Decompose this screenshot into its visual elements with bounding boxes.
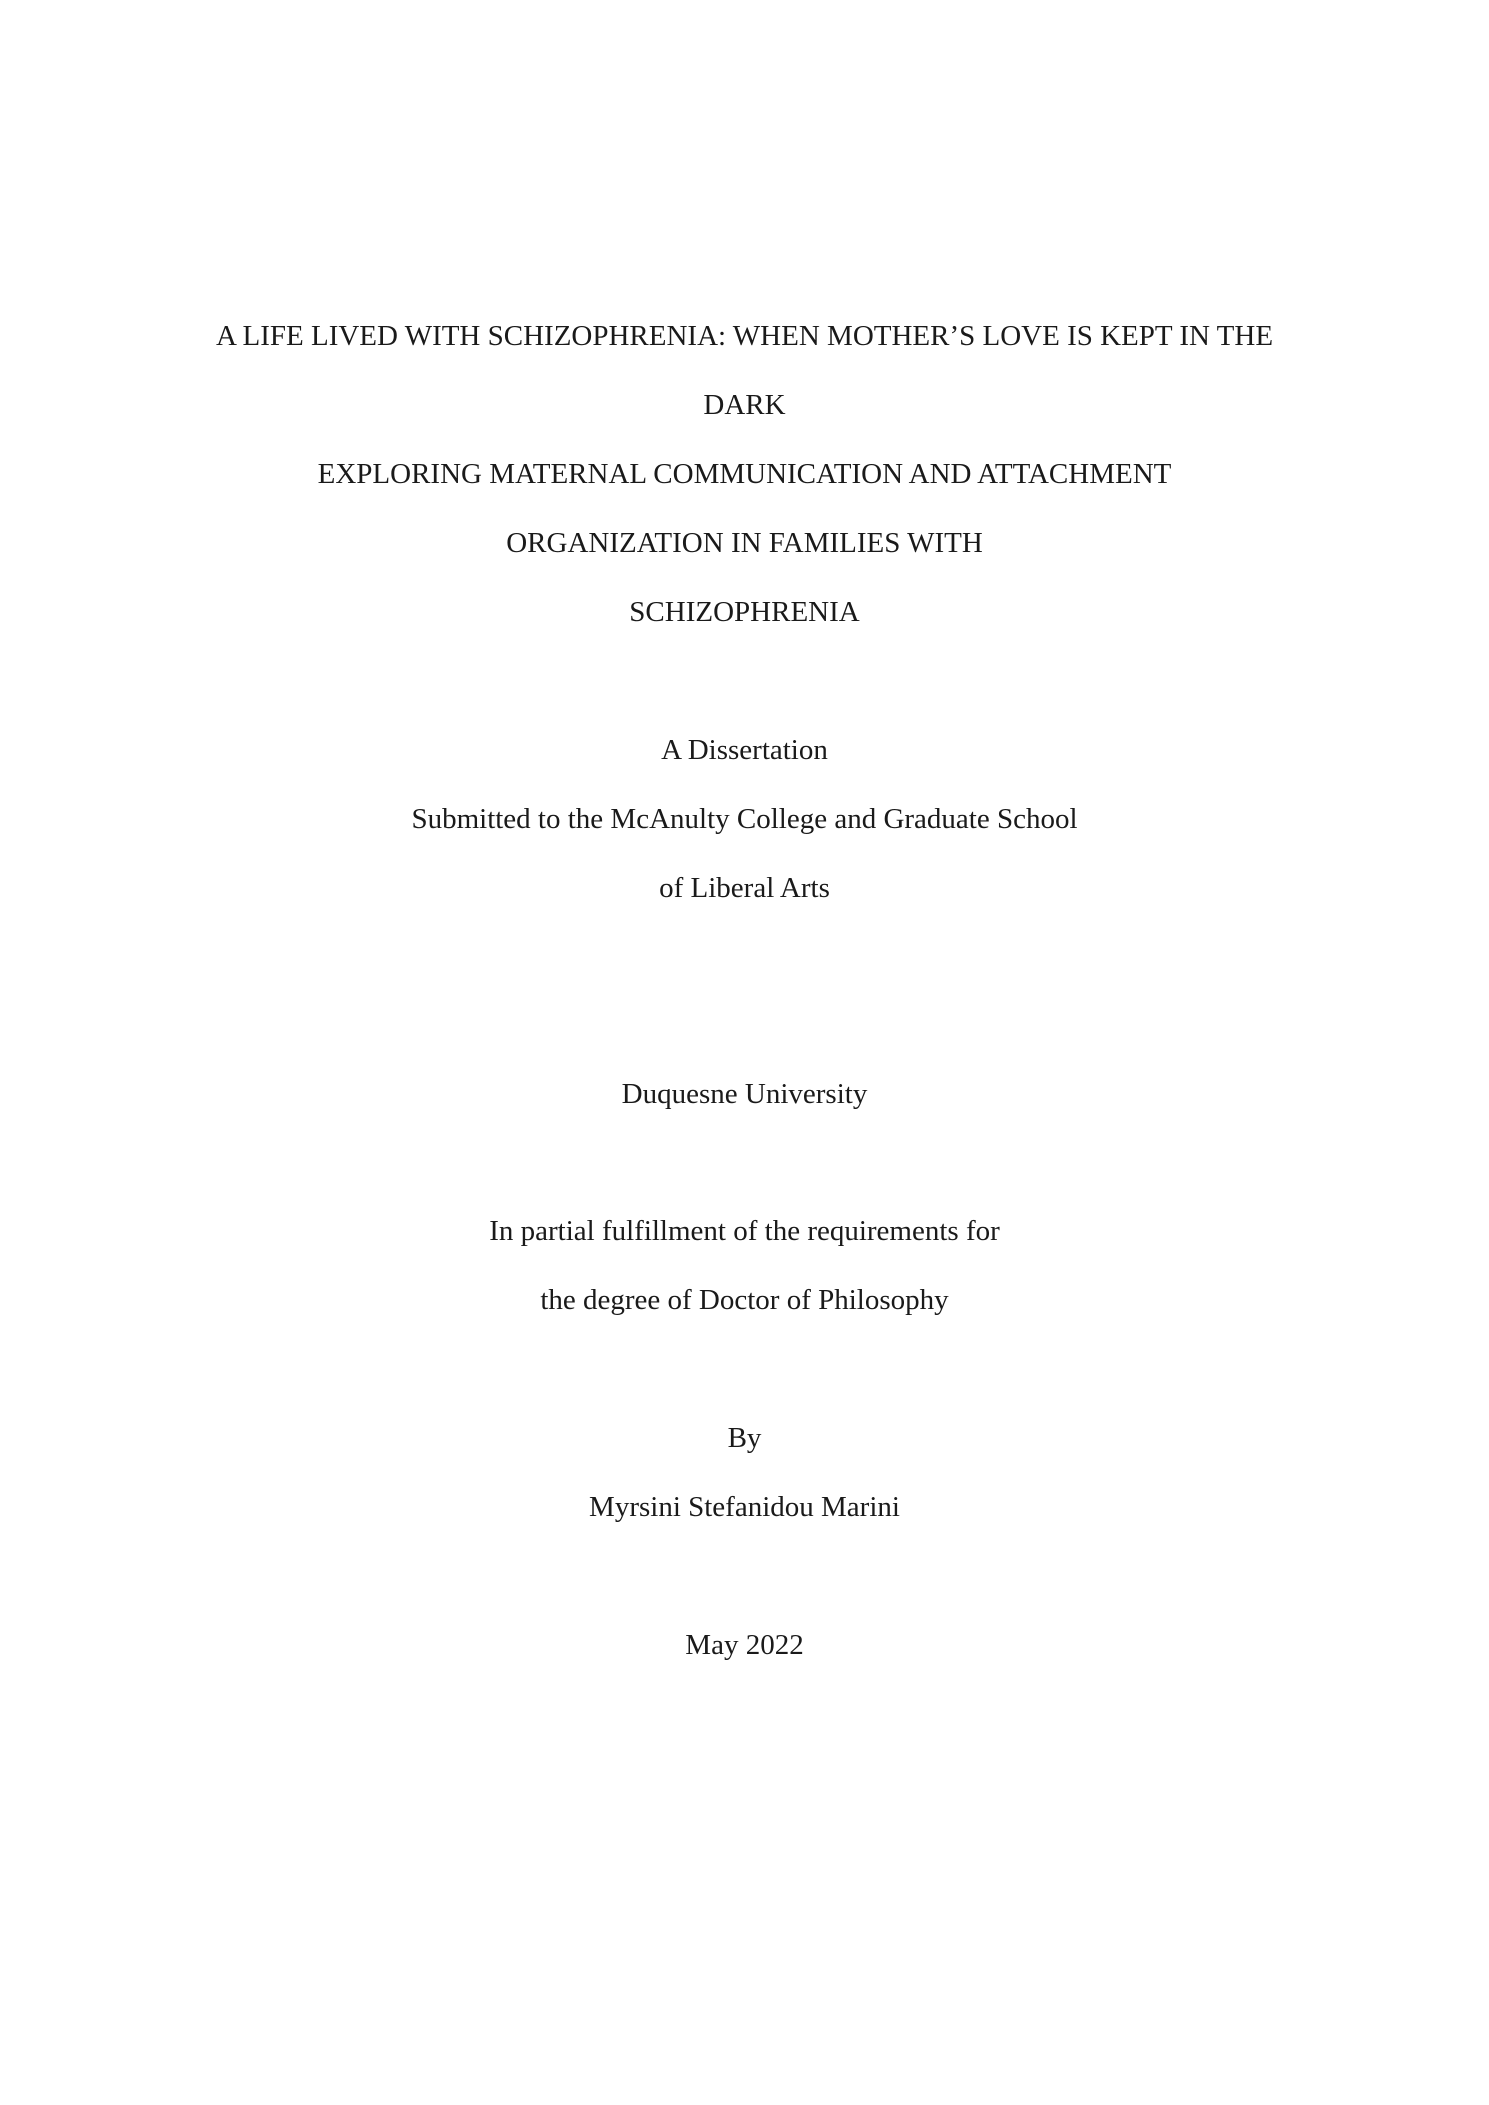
document-type: A Dissertation [661,734,828,766]
subtitle-line-1: EXPLORING MATERNAL COMMUNICATION AND ATTACHMENT [317,458,1172,490]
subtitle-line-2: ORGANIZATION IN FAMILIES WITH [506,527,983,559]
subtitle-line-3: SCHIZOPHRENIA [629,596,860,628]
fulfillment-line-1: In partial fulfillment of the requirements for [489,1215,1000,1247]
submitted-line-2: of Liberal Arts [659,872,830,904]
by-label: By [727,1422,762,1454]
fulfillment-line-2: the degree of Doctor of Philosophy [540,1284,949,1316]
submission-date: May 2022 [685,1629,804,1661]
title-line-2: DARK [703,389,786,421]
author-name: Myrsini Stefanidou Marini [589,1491,900,1523]
title-line-1: A LIFE LIVED WITH SCHIZOPHRENIA: WHEN MOTHER’S LOVE IS KEPT IN THE [215,320,1274,352]
submitted-line-1: Submitted to the McAnulty College and Graduate School [411,803,1078,835]
university-name: Duquesne University [621,1078,868,1110]
